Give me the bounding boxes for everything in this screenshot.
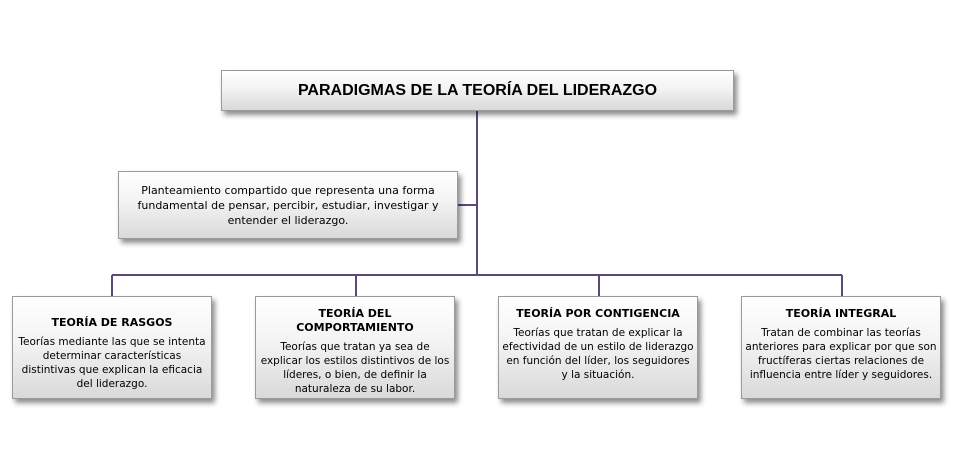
root-title-node bbox=[221, 70, 734, 111]
definition-text: Planteamiento compartido que representa una forma fundamental de pensar, percibir, estudiar, investigar y entender el liderazgo. bbox=[137, 183, 439, 227]
theory-description: Teorías que tratan de explicar la efectividad de un estilo de liderazgo en función del líder, los seguidores y la situación. bbox=[502, 327, 694, 381]
theory-title: TEORÍA DE RASGOS bbox=[51, 316, 173, 329]
definition-node bbox=[118, 171, 458, 239]
theory-title: TEORÍA DEL COMPORTAMIENTO bbox=[296, 307, 414, 334]
theory-node-rasgos bbox=[12, 296, 212, 399]
theory-node-comportamiento bbox=[255, 296, 455, 399]
theory-description: Teorías mediante las que se intenta determinar características distintivas que explican la eficacia del liderazgo. bbox=[18, 336, 206, 390]
theory-title: TEORÍA INTEGRAL bbox=[785, 307, 897, 320]
theory-node-integral bbox=[741, 296, 941, 399]
theory-description: Tratan de combinar las teorías anteriores para explicar por que son fructíferas ciertas relaciones de influencia entre líder y seguidores. bbox=[745, 327, 937, 381]
theory-node-contingencia bbox=[498, 296, 698, 399]
root-title-text: PARADIGMAS DE LA TEORÍA DEL LIDERAZGO bbox=[297, 81, 658, 99]
theory-title: TEORÍA POR CONTIGENCIA bbox=[516, 307, 680, 320]
theory-description: Teorías que tratan ya sea de explicar los estilos distintivos de los líderes, o bien, de definir la naturaleza de su labor. bbox=[260, 341, 450, 395]
